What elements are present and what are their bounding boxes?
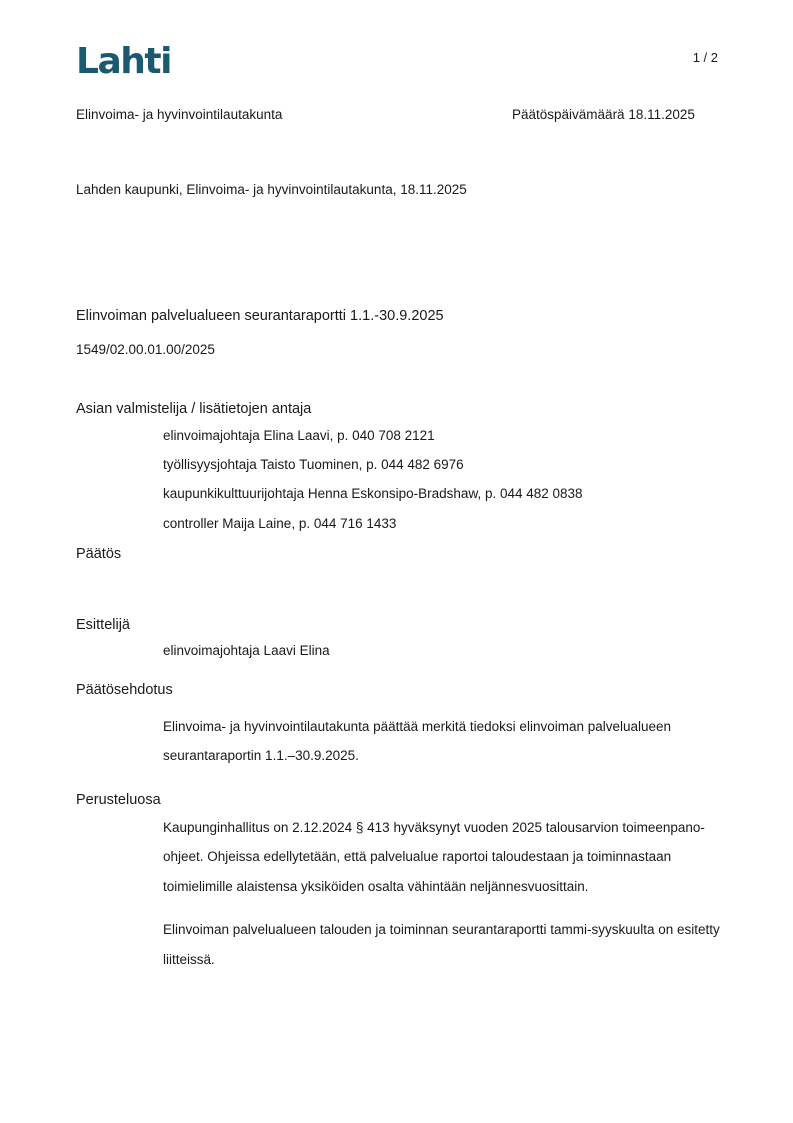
preparer-item: työllisyysjohtaja Taisto Tuominen, p. 044 482 6976 <box>163 457 464 472</box>
proposal-heading: Päätösehdotus <box>76 682 173 698</box>
reasoning-text <box>163 813 723 974</box>
presenter-heading: Esittelijä <box>76 617 130 633</box>
preparers-heading: Asian valmistelija / lisätietojen antaja <box>76 401 312 417</box>
page-number: 1 / 2 <box>692 50 718 65</box>
preparer-item: elinvoimajohtaja Elina Laavi, p. 040 708 2121 <box>163 428 435 443</box>
preparer-item: kaupunkikulttuurijohtaja Henna Eskonsipo-Bradshaw, p. 044 482 0838 <box>163 486 583 501</box>
presenter-name: elinvoimajohtaja Laavi Elina <box>163 643 330 658</box>
committee-name: Elinvoima- ja hyvinvointilautakunta <box>76 107 283 122</box>
context-line: Lahden kaupunki, Elinvoima- ja hyvinvointilautakunta, 18.11.2025 <box>76 182 467 197</box>
decision-heading: Päätös <box>76 546 122 562</box>
matter-title: Elinvoiman palvelualueen seurantaraportti 1.1.-30.9.2025 <box>76 308 444 324</box>
proposal-paragraph: Elinvoima- ja hyvinvointilautakunta päättää merkitä tiedoksi elinvoiman palvelualueen seurantaraportin 1.1.–30.9.2025. <box>163 719 672 764</box>
reasoning-paragraph-2: Elinvoiman palvelualueen talouden ja toiminnan seurantaraportti tammi-syyskuulta on esitetty liitteissä. <box>163 922 720 967</box>
reasoning-paragraph-1: Kaupunginhallitus on 2.12.2024 § 413 hyväksynyt vuoden 2025 talousarvion toimeenpano-ohjeet. Ohjeissa edellytetään, että palvelualue raportoi taloudestaan ja toiminnastaan toimielimille alaistensa yksiköiden osalta vähintään neljännesvuosittain. <box>163 820 705 894</box>
reasoning-heading: Perusteluosa <box>76 792 161 808</box>
decision-date: Päätöspäivämäärä 18.11.2025 <box>512 107 695 122</box>
preparer-item: controller Maija Laine, p. 044 716 1433 <box>163 516 397 531</box>
diary-number: 1549/02.00.01.00/2025 <box>76 342 215 357</box>
lahti-logo: Lahti <box>76 41 171 82</box>
proposal-text <box>163 712 723 771</box>
